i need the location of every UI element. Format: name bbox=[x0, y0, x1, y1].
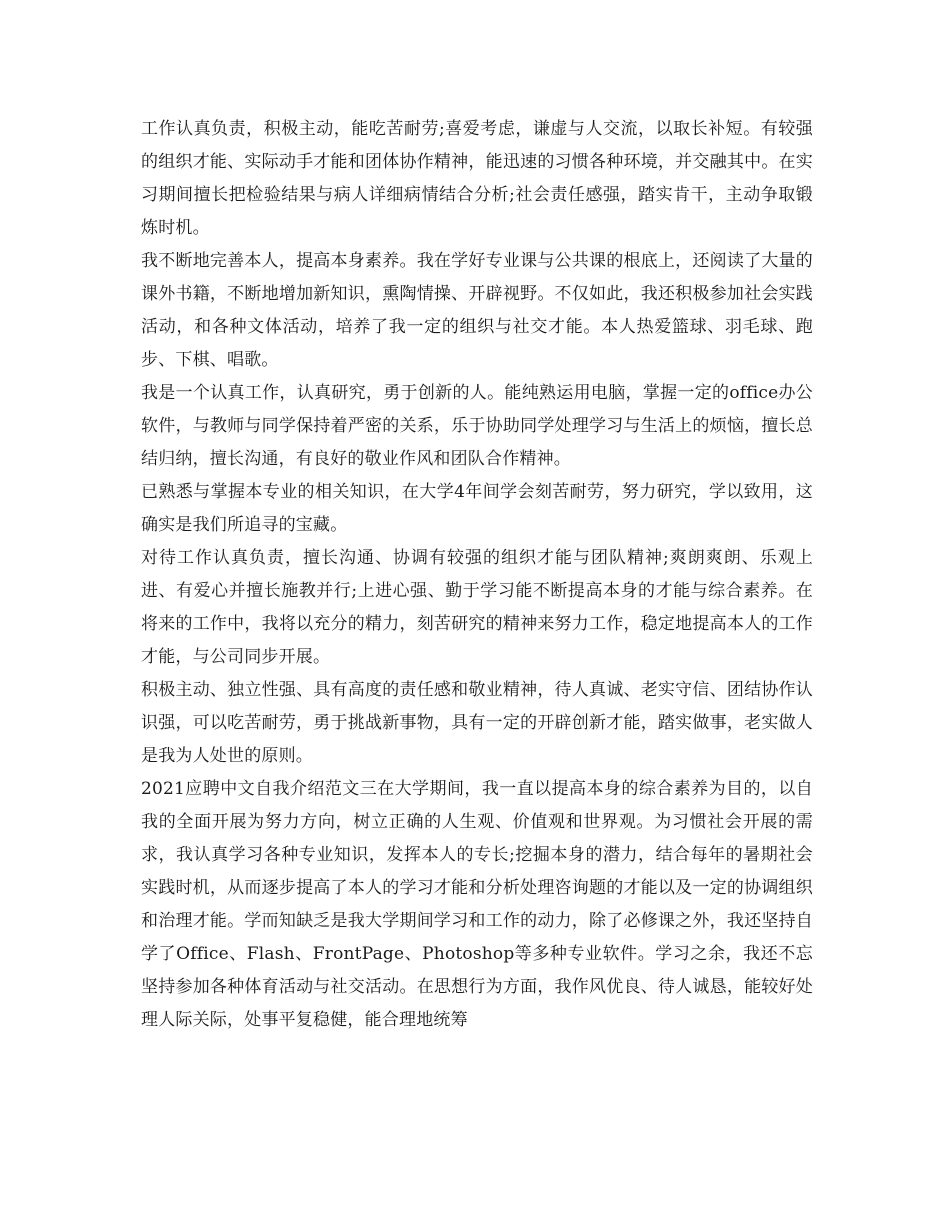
document-body bbox=[141, 113, 813, 1037]
paragraph-5: 对待工作认真负责，擅长沟通、协调有较强的组织才能与团队精神;爽朗爽朗、乐观上进、有爱心并擅长施教并行;上进心强、勤于学习能不断提高本身的才能与综合素养。在将来的工作中，我将以充分的精力，刻苦研究的精神来努力工作，稳定地提高本人的工作才能，与公司同步开展。 bbox=[141, 548, 813, 667]
paragraph-3: 我是一个认真工作，认真研究，勇于创新的人。能纯熟运用电脑，掌握一定的office办公软件，与教师与同学保持着严密的关系，乐于协助同学处理学习与生活上的烦恼，擅长总结归纳，擅长沟通，有良好的敬业作风和团队合作精神。 bbox=[141, 383, 813, 469]
paragraph-7: 2021应聘中文自我介绍范文三在大学期间，我一直以提高本身的综合素养为目的，以自我的全面开展为努力方向，树立正确的人生观、价值观和世界观。为习惯社会开展的需求，我认真学习各种专业知识，发挥本人的专长;挖掘本身的潜力，结合每年的暑期社会实践时机，从而逐步提高了本人的学习才能和分析处理咨询题的才能以及一定的协调组织和治理才能。学而知缺乏是我大学期间学习和工作的动力，除了必修课之外，我还坚持自学了Office、Flash、FrontPage、Photoshop等多种专业软件。学习之余，我还不忘坚持参加各种体育活动与社交活动。在思想行为方面，我作风优良、待人诚恳，能较好处理人际关际，处事平复稳健，能合理地统筹 bbox=[141, 779, 813, 1030]
paragraph-2: 我不断地完善本人，提高本身素养。我在学好专业课与公共课的根底上，还阅读了大量的课外书籍，不断地增加新知识，熏陶情操、开辟视野。不仅如此，我还积极参加社会实践活动，和各种文体活动，培养了我一定的组织与社交才能。本人热爱篮球、羽毛球、跑步、下棋、唱歌。 bbox=[141, 251, 813, 370]
paragraph-6: 积极主动、独立性强、具有高度的责任感和敬业精神，待人真诚、老实守信、团结协作认识强，可以吃苦耐劳，勇于挑战新事物，具有一定的开辟创新才能，踏实做事，老实做人是我为人处世的原则。 bbox=[141, 680, 813, 766]
paragraph-4: 已熟悉与掌握本专业的相关知识，在大学4年间学会刻苦耐劳，努力研究，学以致用，这确实是我们所追寻的宝藏。 bbox=[141, 482, 813, 535]
paragraph-1: 工作认真负责，积极主动，能吃苦耐劳;喜爱考虑，谦虚与人交流，以取长补短。有较强的组织才能、实际动手才能和团体协作精神，能迅速的习惯各种环境，并交融其中。在实习期间擅长把检验结果与病人详细病情结合分析;社会责任感强，踏实肯干，主动争取锻炼时机。 bbox=[141, 119, 813, 238]
